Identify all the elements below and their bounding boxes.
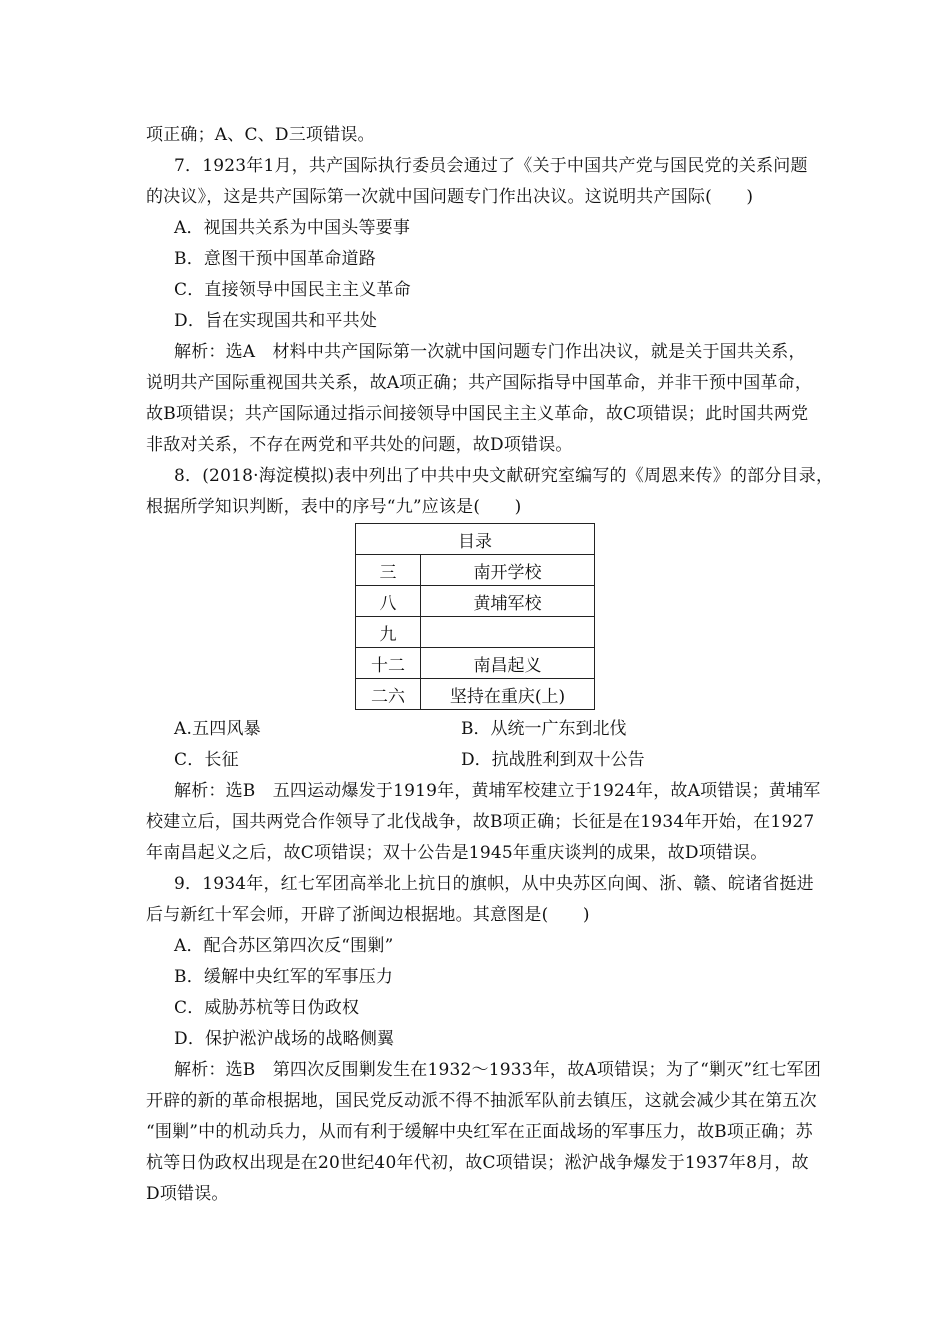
table-cell-num: 二六 [356, 679, 421, 710]
q9-option-b: B．缓解中央红军的军事压力 [174, 967, 394, 987]
q8-option-d: D．抗战胜利到双十公告 [461, 750, 645, 770]
table-cell-title: 南昌起义 [421, 648, 595, 679]
q7-option-b: B．意图干预中国革命道路 [174, 249, 376, 269]
question-8-stem: 8．(2018·海淀模拟)表中列出了中共中央文献研究室编写的《周恩来传》的部分目录， [174, 466, 834, 486]
q7-analysis-cont: 非敌对关系，不存在两党和平共处的问题，故D项错误。 [146, 435, 573, 455]
table-cell-title: 黄埔军校 [421, 586, 595, 617]
q9-analysis-cont: “围剿”中的机动兵力，从而有利于缓解中央红军在正面战场的军事压力，故B项正确；苏 [146, 1122, 813, 1142]
question-9-stem: 9．1934年，红七军团高举北上抗日的旗帜，从中央苏区向闽、浙、赣、皖诸省挺进 [174, 874, 814, 894]
q9-analysis-cont: 杭等日伪政权出现是在20世纪40年代初，故C项错误；淞沪战争爆发于1937年8月，故 [146, 1153, 809, 1173]
table-header: 目录 [356, 524, 595, 555]
table-row [356, 586, 595, 617]
table-row [356, 617, 595, 648]
q8-analysis-cont: 校建立后，国共两党合作领导了北伐战争，故B项正确；长征是在1934年开始，在1927 [146, 812, 815, 832]
table-cell-num: 十二 [356, 648, 421, 679]
q7-analysis-cont: 说明共产国际重视国共关系，故A项正确；共产国际指导中国革命，并非干预中国革命， [146, 373, 813, 393]
text-line: 项正确；A、C、D三项错误。 [146, 125, 375, 145]
q7-analysis-cont: 故B项错误；共产国际通过指示间接领导中国民主主义革命，故C项错误；此时国共两党 [146, 404, 809, 424]
contents-table [355, 523, 595, 710]
table-cell-title: 坚持在重庆(上) [421, 679, 595, 710]
table-row [356, 679, 595, 710]
question-9-stem-cont: 后与新红十军会师，开辟了浙闽边根据地。其意图是( ) [146, 905, 590, 925]
question-7-stem: 7．1923年1月，共产国际执行委员会通过了《关于中国共产党与国民党的关系问题 [174, 156, 808, 176]
q7-option-d: D．旨在实现国共和平共处 [174, 311, 378, 331]
table-cell-num: 八 [356, 586, 421, 617]
table-row [356, 648, 595, 679]
table-cell-num: 九 [356, 617, 421, 648]
table-cell-num: 三 [356, 555, 421, 586]
q8-option-c: C．长征 [174, 750, 239, 770]
q8-option-b: B．从统一广东到北伐 [461, 719, 627, 739]
question-7-stem-cont: 的决议》，这是共产国际第一次就中国问题专门作出决议。这说明共产国际( ) [146, 187, 754, 207]
q9-option-d: D．保护淞沪战场的战略侧翼 [174, 1029, 395, 1049]
q9-analysis-cont: 开辟的新的革命根据地，国民党反动派不得不抽派军队前去镇压，这就会减少其在第五次 [146, 1091, 817, 1111]
q9-option-a: A．配合苏区第四次反“围剿” [174, 936, 394, 956]
q7-analysis: 解析：选A 材料中共产国际第一次就中国问题专门作出决议，就是关于国共关系， [174, 342, 806, 362]
table-row [356, 555, 595, 586]
q8-analysis: 解析：选B 五四运动爆发于1919年，黄埔军校建立于1924年，故A项错误；黄埔军 [174, 781, 821, 801]
table-cell-title [421, 617, 595, 648]
question-8-stem-cont: 根据所学知识判断，表中的序号“九”应该是( ) [146, 497, 522, 517]
q9-option-c: C．威胁苏杭等日伪政权 [174, 998, 360, 1018]
q8-analysis-cont: 年南昌起义之后，故C项错误；双十公告是1945年重庆谈判的成果，故D项错误。 [146, 843, 768, 863]
q7-option-c: C．直接领导中国民主主义革命 [174, 280, 411, 300]
q8-option-a: A.五四风暴 [174, 719, 261, 739]
q9-analysis-cont: D项错误。 [146, 1184, 229, 1204]
q7-option-a: A．视国共关系为中国头等要事 [174, 218, 411, 238]
q9-analysis: 解析：选B 第四次反围剿发生在1932～1933年，故A项错误；为了“剿灭”红七军团 [174, 1060, 822, 1080]
table-cell-title: 南开学校 [421, 555, 595, 586]
